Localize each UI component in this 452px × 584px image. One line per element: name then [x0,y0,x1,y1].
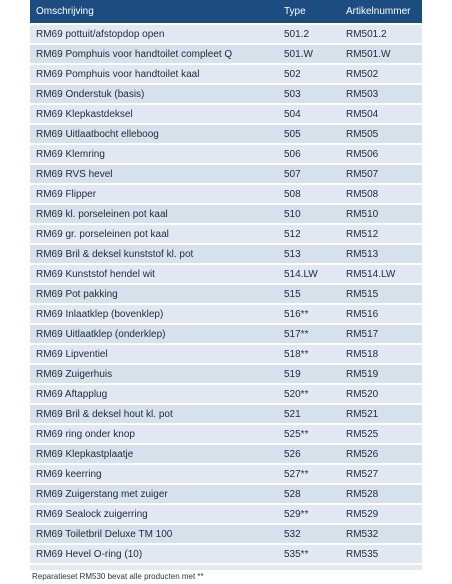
cell-description: RM69 Klemring [30,144,278,164]
cell-description: RM69 Klepkastdeksel [30,104,278,124]
cell-article-number: RM527 [340,464,422,484]
cell-type: 507 [278,164,340,184]
cell-description: RM69 Onderstuk (basis) [30,84,278,104]
cell-article-number: RM506 [340,144,422,164]
cell-article-number: RM526 [340,444,422,464]
table-row [30,164,422,184]
cell-article-number: RM514.LW [340,264,422,284]
cell-description: RM69 Pomphuis voor handtoilet compleet Q [30,44,278,64]
table-row [30,24,422,44]
cell-type: 505 [278,124,340,144]
header-row [30,0,422,24]
table-row [30,244,422,264]
cell-type: 506 [278,144,340,164]
table-row [30,464,422,484]
cell-article-number: RM508 [340,184,422,204]
parts-list-sheet [30,0,422,570]
cell-article-number: RM529 [340,504,422,524]
cell-type: 516** [278,304,340,324]
cell-type: 532 [278,524,340,544]
cell-description: RM69 ring onder knop [30,424,278,444]
footnote: Reparatieset RM530 bevat alle producten met ** [32,572,204,581]
cell-article-number: RM517 [340,324,422,344]
cell-type: 517** [278,324,340,344]
table-row [30,264,422,284]
table-row [30,544,422,564]
table-row [30,444,422,464]
cell-description: RM69 Bril & deksel hout kl. pot [30,404,278,424]
table-row [30,44,422,64]
cell-article-number: RM502 [340,64,422,84]
cell-type: 513 [278,244,340,264]
cell-description: RM69 keerring [30,464,278,484]
cell-description: RM69 Hevel O-ring (10) [30,544,278,564]
table-row [30,144,422,164]
cell-article-number: RM515 [340,284,422,304]
parts-table [30,0,422,565]
table-row [30,84,422,104]
cell-type: 502 [278,64,340,84]
cell-type: 518** [278,344,340,364]
cell-article-number: RM535 [340,544,422,564]
cell-type: 514.LW [278,264,340,284]
cell-article-number: RM507 [340,164,422,184]
cell-article-number: RM532 [340,524,422,544]
cell-article-number: RM525 [340,424,422,444]
cell-article-number: RM501.W [340,44,422,64]
cell-article-number: RM505 [340,124,422,144]
table-header [30,0,422,24]
cell-article-number: RM519 [340,364,422,384]
cell-description: RM69 pottuit/afstopdop open [30,24,278,44]
table-row [30,364,422,384]
cell-article-number: RM513 [340,244,422,264]
table-row [30,304,422,324]
table-row [30,424,422,444]
cell-description: RM69 Zuigerhuis [30,364,278,384]
cell-description: RM69 kl. porseleinen pot kaal [30,204,278,224]
table-row [30,324,422,344]
table-row [30,104,422,124]
table-row [30,224,422,244]
cell-type: 512 [278,224,340,244]
cell-description: RM69 RVS hevel [30,164,278,184]
cell-description: RM69 Toiletbril Deluxe TM 100 [30,524,278,544]
cell-description: RM69 Aftapplug [30,384,278,404]
cell-type: 510 [278,204,340,224]
table-row [30,124,422,144]
cell-description: RM69 gr. porseleinen pot kaal [30,224,278,244]
cell-article-number: RM504 [340,104,422,124]
cell-type: 503 [278,84,340,104]
cell-description: RM69 Pomphuis voor handtoilet kaal [30,64,278,84]
cell-type: 501.W [278,44,340,64]
cell-description: RM69 Flipper [30,184,278,204]
cell-description: RM69 Pot pakking [30,284,278,304]
cell-description: RM69 Bril & deksel kunststof kl. pot [30,244,278,264]
cell-type: 504 [278,104,340,124]
cell-description: RM69 Uitlaatbocht elleboog [30,124,278,144]
table-row [30,504,422,524]
table-row [30,204,422,224]
cell-type: 529** [278,504,340,524]
cell-article-number: RM521 [340,404,422,424]
cell-description: RM69 Lipventiel [30,344,278,364]
column-header-article-number: Artikelnummer [340,0,422,24]
cell-article-number: RM528 [340,484,422,504]
cell-description: RM69 Sealock zuigerring [30,504,278,524]
cell-article-number: RM510 [340,204,422,224]
table-row [30,64,422,84]
table-row [30,404,422,424]
cell-article-number: RM516 [340,304,422,324]
cell-type: 508 [278,184,340,204]
cell-description: RM69 Klepkastplaatje [30,444,278,464]
cell-type: 526 [278,444,340,464]
cell-type: 528 [278,484,340,504]
cell-type: 521 [278,404,340,424]
table-row [30,524,422,544]
table-row [30,184,422,204]
cell-article-number: RM520 [340,384,422,404]
cell-article-number: RM518 [340,344,422,364]
column-header-type: Type [278,0,340,24]
cell-type: 535** [278,544,340,564]
cell-type: 501.2 [278,24,340,44]
cell-article-number: RM503 [340,84,422,104]
cell-type: 527** [278,464,340,484]
table-body [30,24,422,564]
cell-description: RM69 Kunststof hendel wit [30,264,278,284]
cell-description: RM69 Zuigerstang met zuiger [30,484,278,504]
cell-article-number: RM501.2 [340,24,422,44]
cell-type: 520** [278,384,340,404]
cell-type: 515 [278,284,340,304]
column-header-description: Omschrijving [30,0,278,24]
cell-type: 525** [278,424,340,444]
table-row [30,484,422,504]
table-row [30,284,422,304]
cell-description: RM69 Inlaatklep (bovenklep) [30,304,278,324]
cell-description: RM69 Uitlaatklep (onderklep) [30,324,278,344]
table-row [30,344,422,364]
table-row [30,384,422,404]
cell-type: 519 [278,364,340,384]
cell-article-number: RM512 [340,224,422,244]
